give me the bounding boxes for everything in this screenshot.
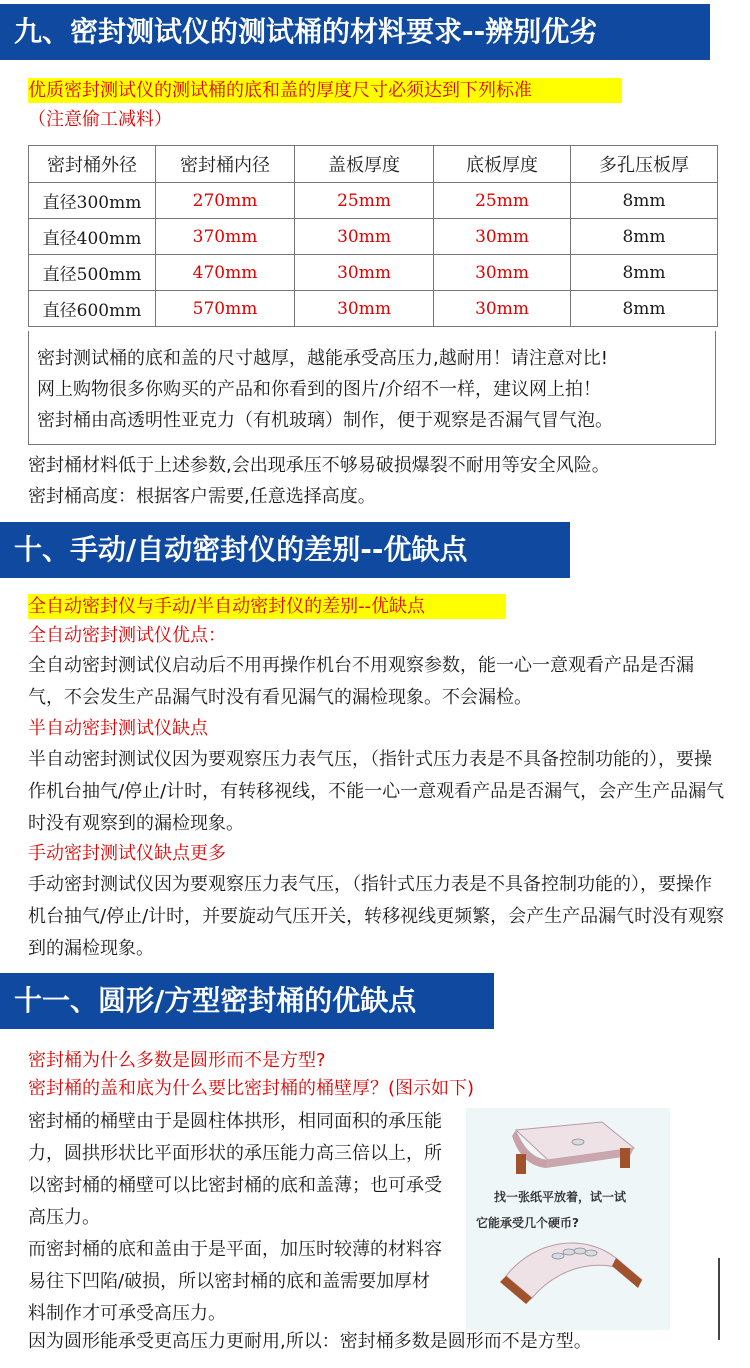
cell-lid: 30mm xyxy=(295,255,434,291)
section10-highlight: 全自动密封仪与手动/半自动密封仪的差别--优缺点 xyxy=(28,594,506,619)
manual-text: 手动密封测试仪因为要观察压力表气压，（指针式压力表是不具备控制功能的），要操作机台抽气/停止/计时，并要旋动气压开关，转移视线更频繁，会产生产品漏气时没有观察到的漏检现象。 xyxy=(28,874,725,959)
divider-line xyxy=(718,1258,720,1340)
wall-paragraph: 密封桶的桶壁由于是圆柱体拱形，相同面积的承压能力，圆拱形状比平面形状的承压能力高三倍以上，所以密封桶的桶壁可以比密封桶的底和盖薄；也可承受高压力。 xyxy=(28,1111,442,1228)
figure-caption-1: 找一张纸平放着，试一试 xyxy=(494,1190,627,1204)
section9-after-line: 密封桶高度：根据客户需要,任意选择高度。 xyxy=(28,486,376,507)
cell-lid: 25mm xyxy=(295,183,434,219)
cell-bottom: 30mm xyxy=(434,255,571,291)
cell-plate: 8mm xyxy=(571,291,718,327)
section10-title: 十、手动/自动密封仪的差别--优缺点 xyxy=(0,522,570,578)
spec-table-header-row xyxy=(29,146,718,183)
arched-paper-image xyxy=(500,1243,642,1304)
cell-bottom: 25mm xyxy=(434,183,571,219)
cell-outer: 直径600mm xyxy=(29,291,156,327)
conclusion-line: 因为圆形能承受更高压力更耐用,所以：密封桶多数是圆形而不是方型。 xyxy=(28,1331,592,1352)
col-header-lid-thickness: 盖板厚度 xyxy=(295,146,434,183)
cell-outer: 直径500mm xyxy=(29,255,156,291)
col-header-bottom-thickness: 底板厚度 xyxy=(434,146,571,183)
cell-plate: 8mm xyxy=(571,183,718,219)
cell-inner: 370mm xyxy=(156,219,295,255)
flat-paper-image xyxy=(512,1122,634,1174)
note-line: 密封桶由高透明性亚克力（有机玻璃）制作，便于观察是否漏气冒气泡。 xyxy=(37,410,613,431)
cell-inner: 270mm xyxy=(156,183,295,219)
paper-arch-illustration xyxy=(466,1108,670,1330)
cell-lid: 30mm xyxy=(295,219,434,255)
lid-paragraph: 而密封桶的底和盖由于是平面，加压时较薄的材料容易往下凹陷/破损，所以密封桶的底和盖需要加厚材料制作才可承受高压力。 xyxy=(28,1239,442,1324)
table-row xyxy=(29,183,718,219)
manual-heading: 手动密封测试仪缺点更多 xyxy=(28,843,226,864)
col-header-plate-thickness: 多孔压板厚 xyxy=(571,146,718,183)
cell-lid: 30mm xyxy=(295,291,434,327)
question-thickness: 密封桶的盖和底为什么要比密封桶的桶壁厚？(图示如下) xyxy=(28,1078,475,1099)
table-row xyxy=(29,219,718,255)
question-round: 密封桶为什么多数是圆形而不是方型? xyxy=(28,1050,326,1071)
table-row xyxy=(29,255,718,291)
table-row xyxy=(29,291,718,327)
section9-title: 九、密封测试仪的测试桶的材料要求--辨别优劣 xyxy=(0,4,710,60)
note-line: 网上购物很多你购买的产品和你看到的图片/介绍不一样，建议网上拍！ xyxy=(37,379,602,400)
col-header-outer-diameter: 密封桶外径 xyxy=(29,146,156,183)
section9-highlight: 优质密封测试仪的测试桶的底和盖的厚度尺寸必须达到下列标准 xyxy=(28,78,622,103)
cell-bottom: 30mm xyxy=(434,219,571,255)
semi-heading: 半自动密封测试仪缺点 xyxy=(28,718,208,739)
cell-plate: 8mm xyxy=(571,219,718,255)
cell-outer: 直径300mm xyxy=(29,183,156,219)
spec-table xyxy=(28,145,718,327)
col-header-inner-diameter: 密封桶内径 xyxy=(156,146,295,183)
cell-bottom: 30mm xyxy=(434,291,571,327)
figure-caption-2: 它能承受几个硬币? xyxy=(476,1216,579,1230)
auto-text: 全自动密封测试仪启动后不用再操作机台不用观察参数，能一心一意观看产品是否漏气，不会发生产品漏气时没有看见漏气的漏检现象。不会漏检。 xyxy=(28,655,694,708)
cell-inner: 570mm xyxy=(156,291,295,327)
cell-outer: 直径400mm xyxy=(29,219,156,255)
cell-inner: 470mm xyxy=(156,255,295,291)
section9-after-line: 密封桶材料低于上述参数,会出现承压不够易破损爆裂不耐用等安全风险。 xyxy=(28,455,610,476)
auto-heading: 全自动密封测试仪优点： xyxy=(28,625,226,646)
cell-plate: 8mm xyxy=(571,255,718,291)
semi-text: 半自动密封测试仪因为要观察压力表气压，（指针式压力表是不具备控制功能的），要操作机台抽气/停止/计时，有转移视线，不能一心一意观看产品是否漏气，会产生产品漏气时没有观察到的漏检现象。 xyxy=(28,749,725,834)
table-note-box xyxy=(28,331,716,445)
note-line: 密封测试桶的底和盖的尺寸越厚，越能承受高压力,越耐用！请注意对比! xyxy=(37,348,608,369)
section11-title: 十一、圆形/方型密封桶的优缺点 xyxy=(0,973,494,1029)
section9-note: （注意偷工减料） xyxy=(28,109,172,130)
